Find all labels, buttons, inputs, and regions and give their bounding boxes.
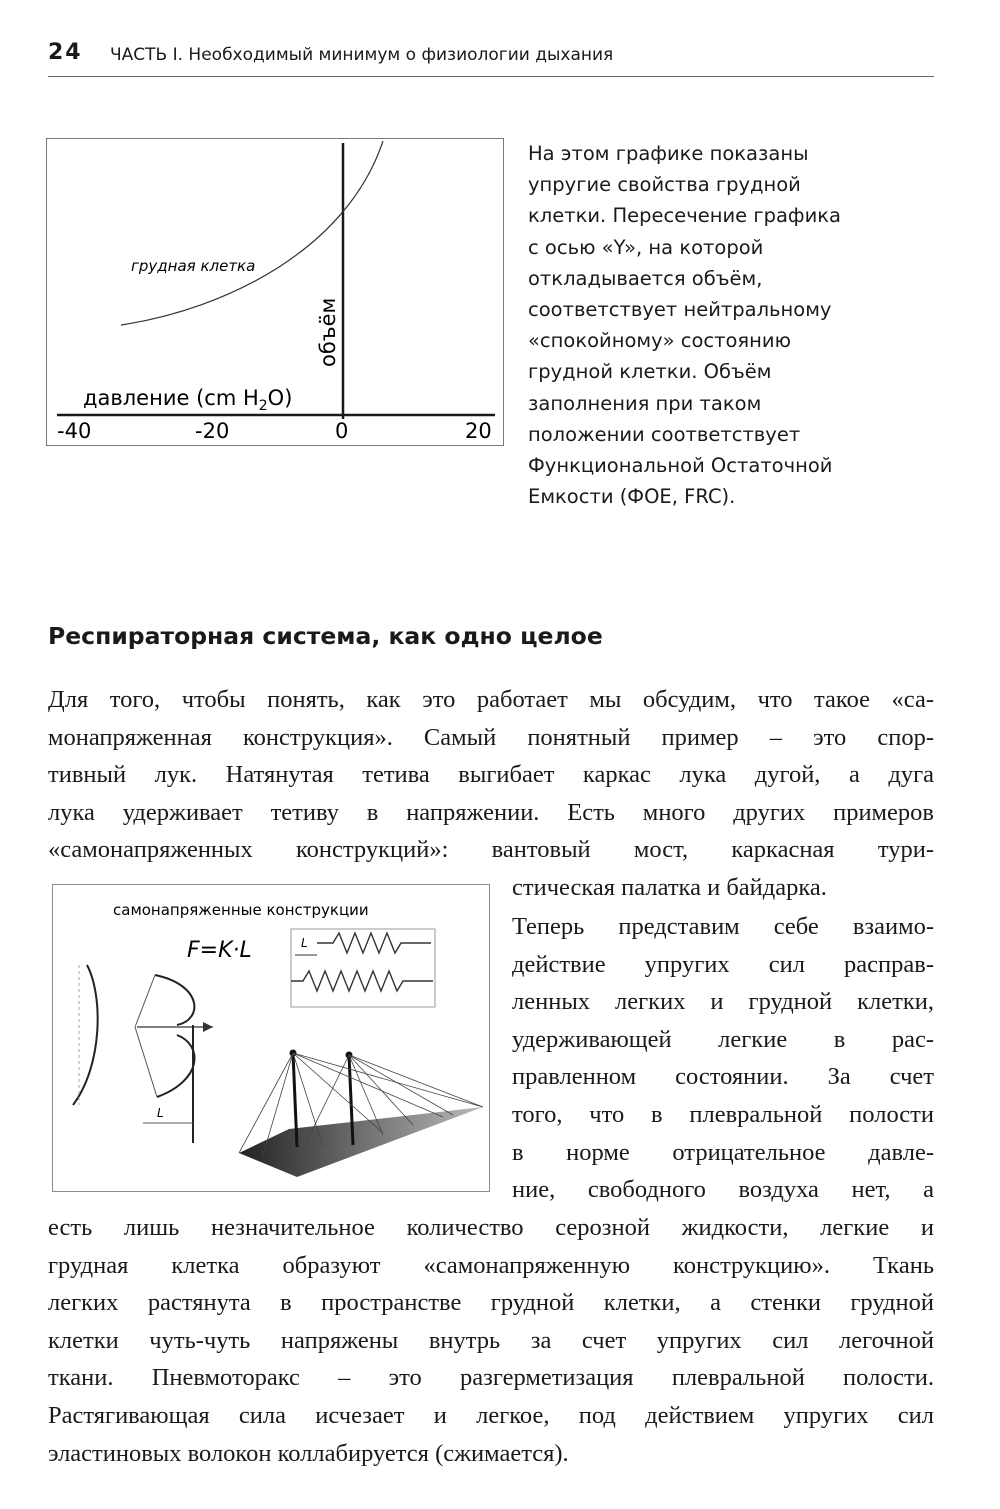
paragraph-line: монапряженная конструкция». Самый понятный пример – это спор- xyxy=(48,723,934,751)
paragraph-line: клетки чуть-чуть напряжены внутрь за счет упругих сил легочной xyxy=(48,1326,934,1354)
bow-length-label: L xyxy=(157,1106,164,1120)
figure2-title: самонапряженные конструкции xyxy=(113,901,369,919)
paragraph-line: ткани. Пневмоторакс – это разгерметизация плевральной полости. xyxy=(48,1364,934,1392)
paragraph-line: Теперь представим себе взаимо- xyxy=(512,913,934,940)
bridge-deck xyxy=(239,1107,483,1177)
paragraph-line: действие упругих сил расправ- xyxy=(512,950,934,978)
paragraph-2-side xyxy=(512,908,934,1209)
spring-length-label: L xyxy=(301,936,308,950)
springs-box xyxy=(291,929,435,1007)
running-title: ЧАСТЬ I. Необходимый минимум о физиологии дыхания xyxy=(110,45,614,65)
bow-string-upper xyxy=(135,975,155,1027)
paragraph-line: стическая палатка и байдарка. xyxy=(512,874,827,901)
bow-string-lower xyxy=(135,1027,157,1097)
paragraph-line: удерживающей легкие в рас- xyxy=(512,1025,934,1053)
paragraph-line: эластиновых волокон коллабируется (сжимается). xyxy=(48,1439,569,1467)
page-header xyxy=(48,40,934,77)
paragraph-line: того, что в плевральной полости xyxy=(512,1100,934,1128)
paragraph-line: правленном состоянии. За счет xyxy=(512,1063,934,1091)
paragraph-line: Для того, чтобы понять, как это работает мы обсудим, что такое «са- xyxy=(48,686,934,713)
paragraph-line: легких растянута в пространстве грудной клетки, а стенки грудной xyxy=(48,1289,934,1317)
spring-top xyxy=(317,933,431,953)
paragraph-line: в норме отрицательное давле- xyxy=(512,1138,934,1166)
bow-tensed-lower xyxy=(157,1035,195,1097)
paragraph-line: лука удерживает тетиву в напряжении. Есть много других примеров xyxy=(48,798,934,826)
paragraph-line: Растягивающая сила исчезает и легкое, под действием упругих сил xyxy=(48,1401,934,1429)
paragraph-line: есть лишь незначительное количество серозной жидкости, легкие и xyxy=(48,1214,934,1241)
bow-tensed-upper xyxy=(155,975,194,1025)
paragraph-line: ние, свободного воздуха нет, а xyxy=(512,1176,934,1204)
figure-caption: На этом графике показаны упругие свойства грудной клетки. Пересечение графика с осью «Y», на которой откладывается объём, соответствует нейтральному «спокойному» состоянию грудной клетки. Объём заполнения при таком положении соответствует Функциональной Остаточной Емкости (ФОЕ, FRC). xyxy=(528,142,841,509)
paragraph-line: тивный лук. Натянутая тетива выгибает каркас лука дугой, а дуга xyxy=(48,761,934,789)
formula: F=K·L xyxy=(187,938,252,963)
tick-20: 20 xyxy=(465,419,492,443)
tick-0: 0 xyxy=(335,419,349,443)
chest-wall-compliance-figure xyxy=(46,138,504,446)
curve-label: грудная клетка xyxy=(131,257,256,275)
self-tensioned-structures-figure xyxy=(52,884,490,1192)
y-axis-label: объём xyxy=(316,297,340,367)
bow-relaxed xyxy=(73,965,98,1105)
structures-illustration xyxy=(53,885,489,1191)
arrow-head xyxy=(203,1022,213,1032)
paragraph-line: грудная клетка образуют «самонапряженную конструкцию». Ткань xyxy=(48,1251,934,1279)
paragraph-1-end xyxy=(512,869,934,907)
spring-bottom xyxy=(291,971,433,991)
tick-minus-40: -40 xyxy=(57,419,92,443)
paragraph-2-full xyxy=(48,1209,934,1472)
x-axis-label: давление (cm $H_2O$) xyxy=(83,386,293,414)
paragraph-line: «самонапряженных конструкций»: вантовый мост, каркасная тури- xyxy=(48,836,934,864)
page-number: 24 xyxy=(48,40,83,65)
section-title: Респираторная система, как одно целое xyxy=(48,622,603,650)
tick-minus-20: -20 xyxy=(195,419,230,443)
paragraph-1 xyxy=(48,681,934,869)
compliance-chart xyxy=(47,139,503,445)
paragraph-line: ленных легких и грудной клетки, xyxy=(512,988,934,1016)
